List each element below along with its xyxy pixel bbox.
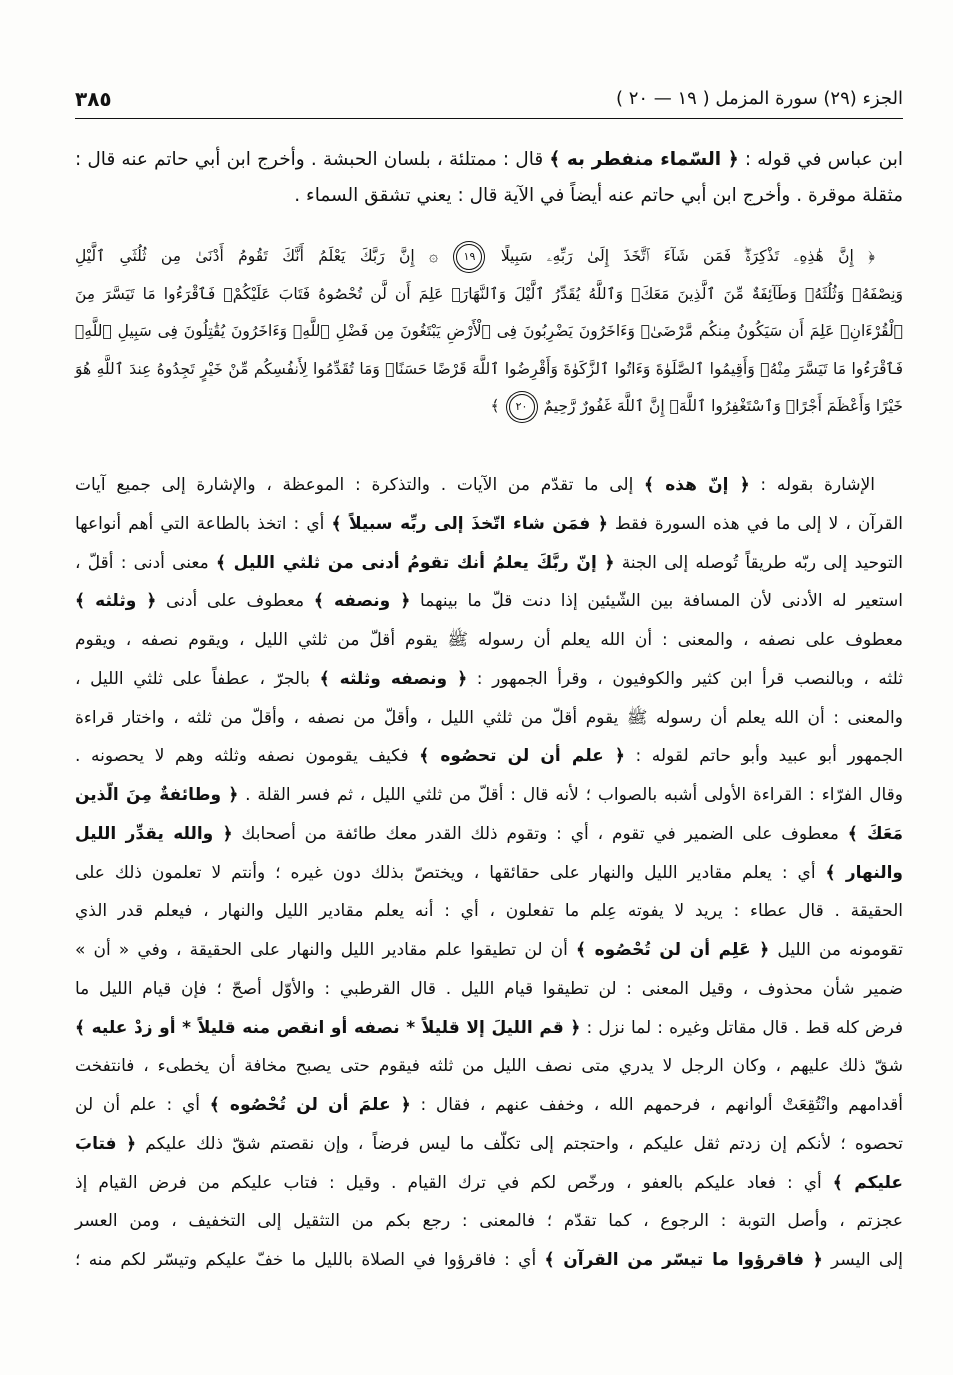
quranic-quote: ﴿ علمَ أن لن تُحْصُوه ﴾ <box>209 1095 411 1115</box>
quran-verses-block <box>75 238 903 426</box>
text-segment: التوحيد إلى ربّه طريقاً تُوصله إلى الجنة <box>614 552 904 573</box>
text-segment: بالجرّ ، عطفاً على ثلثي الليل ، <box>75 668 320 689</box>
verse-text: ۞ إِنَّ رَبَّكَ يَعْلَمُ أَنَّكَ تَقُومُ أَدْنَىٰ مِن ثُلُثَىِ ٱلَّيْلِ <box>75 247 439 265</box>
quranic-quote: ﴿ ونصفه ﴾ <box>313 591 411 612</box>
quran-line <box>75 351 903 389</box>
quranic-quote: ﴿ السّماء منفطر به ﴾ <box>549 149 739 170</box>
text-segment: تقومونه من الليل <box>769 940 904 960</box>
text-segment: معطوف على أدنى <box>156 591 314 612</box>
quranic-quote: عليكم ﴾ <box>832 1172 903 1193</box>
commentary-line <box>75 931 903 970</box>
commentary-line <box>75 970 903 1009</box>
text-segment: فرض كله قط . قال مقاتل وغيره : لما نزل : <box>580 1017 904 1038</box>
text-segment: إلى ما تقدّم من الآيات . والتذكرة : الموعظة ، والإشارة إلى جميع آيات <box>75 475 645 495</box>
commentary-line <box>75 892 903 931</box>
quranic-quote: ﴿ والله يقدِّر الليل <box>75 823 233 844</box>
text-segment: معطوف على نصفه ، والمعنى : أن الله يعلم أن رسوله ﷺ يقوم أقلّ من ثلثي الليل ، ويقوم نصفه ، ويقوم <box>75 630 903 650</box>
text-segment: إلى اليسر <box>822 1250 903 1270</box>
text-segment: القرآن ، لا إلى ما في هذه السورة فقط <box>607 513 904 534</box>
quranic-quote: ﴿ ونصفه وثلثه ﴾ <box>319 668 468 689</box>
header-rule <box>75 118 903 119</box>
commentary-line <box>75 660 903 699</box>
commentary-line <box>75 544 903 583</box>
commentary-line <box>75 737 903 776</box>
commentary-line <box>75 1086 903 1125</box>
text-segment: الإشارة بقوله : <box>749 475 875 495</box>
text-segment: معنى أدنى : أقلّ ، <box>75 552 216 573</box>
quran-line <box>75 238 903 276</box>
text-segment: شقّ ذلك عليهم ، وكان الرجل لا يدري متى نصف الليل من ثلثه فيقوم حتى يصبح مخافة أن يخطىء ، فانتفخت <box>75 1056 903 1077</box>
quranic-quote: ﴿ فتابَ <box>75 1133 137 1154</box>
text-segment: استعير له الأدنى لأن المسافة بين الشّيئين إذا دنت قلّ ما بينهما <box>410 591 903 612</box>
quranic-quote: ﴿ وطائفةٌ مِنَ الّذين <box>75 785 239 805</box>
commentary-line <box>75 854 903 893</box>
commentary-line <box>75 1047 903 1086</box>
quranic-quote: ﴿ فاقرؤوا ما تيسّر من القرآن ﴾ <box>544 1250 823 1270</box>
verse-text: ﴿ إِنَّ هَٰذِهِۦ تَذْكِرَةٌۖ فَمَن شَآءَ ٱتَّخَذَ إِلَىٰ رَبِّهِۦ سَبِيلًا <box>500 247 875 265</box>
quranic-quote: ﴿ قم الليلَ إلا قليلاً * نصفه أو انقص منه قليلاً * أو زدْ عليه ﴾ <box>75 1017 581 1038</box>
text-segment: قال : ممتلئة ، بلسان الحبشة . وأخرج ابن أبي حاتم عنه قال : <box>75 149 550 170</box>
verse-text: فَٱقْرَءُوا مَا تَيَسَّرَ مِنْهُۚ وَأَقِيمُوا ٱلصَّلَوٰةَ وَءَاتُوا ٱلزَّكَوٰةَ وَأَقْرِضُوا ٱللَّهَ قَرْضًا حَسَنًاۚ وَمَا تُقَدِّمُوا لِأَنفُسِكُم مِّنْ خَيْرٍ تَجِدُوهُ عِندَ ٱللَّهِ هُوَ <box>75 359 903 378</box>
verse-number-badge: ١٩ <box>456 244 482 270</box>
text-segment: ابن عباس في قوله : <box>738 149 903 170</box>
text-segment: الحقيقة . قال عطاء : يريد لا يفوته عِلم ما تفعلون ، أي : أنه يعلم مقادير الليل والنهار ، فيعلم قدر الذي <box>75 901 903 922</box>
text-segment: تحصوه ؛ لأنكم إن زدتم ثقل عليكم ، واحتجتم إلى تكلّف ما ليس فرضاً ، وإن نقصتم شقّ ذلك عليكم <box>136 1133 903 1154</box>
commentary-line <box>75 776 903 815</box>
verse-text: وَنِصْفَهُۥ وَثُلُثَهُۥ وَطَآئِفَةٌ مِّنَ ٱلَّذِينَ مَعَكَۚ وَٱللَّهُ يُقَدِّرُ ٱلَّيْلَ وَٱلنَّهَارَۚ عَلِمَ أَن لَّن تُحْصُوهُ فَتَابَ عَلَيْكُمْۖ فَٱقْرَءُوا مَا تَيَسَّرَ مِنَ <box>75 284 903 303</box>
commentary-line <box>75 815 903 854</box>
intro-line <box>75 178 903 214</box>
quranic-quote: ﴿ وثلثه ﴾ <box>75 591 157 612</box>
commentary-line <box>75 1125 903 1164</box>
text-segment: أي : فعاد عليكم بالعفو ، ورخّص لكم في ترك القيام . وقيل : فتاب عليكم من فرض القيام إذ <box>75 1172 833 1193</box>
text-segment: أي : علم أن لن <box>75 1095 210 1115</box>
quranic-quote: ﴿ إنّ هذه ﴾ <box>644 475 750 495</box>
commentary-line <box>75 1009 903 1048</box>
commentary-line <box>75 505 903 544</box>
commentary-line <box>75 582 903 621</box>
quranic-quote: والنهار ﴾ <box>825 862 903 883</box>
text-segment: ضمير شأن محذوف ، وقيل المعنى : لن تطيقوا قيام الليل . قال القرطبي : والأوّل أصحّ ؛ فإن قيام الليل ما <box>75 978 903 999</box>
text-segment: أقدامهم وانْتُقِعَتْ ألوانهم ، فرحمهم الله ، وخفف عنهم ، فقال : <box>410 1095 903 1115</box>
quranic-quote: ﴿ عَلِم أن لن تُحْصُوه ﴾ <box>576 940 770 960</box>
quran-line <box>75 276 903 314</box>
page-number: ٣٨٥ <box>75 87 112 111</box>
quran-line <box>75 388 903 426</box>
quranic-quote: ﴿ علم أن لن تحصُوه ﴾ <box>419 746 625 767</box>
text-segment: معطوف على الضمير في تقوم ، أي : وتقوم ذلك القدر معك طائفة من أصحابك <box>232 823 848 844</box>
verse-text: ٱلْقُرْءَانِۚ عَلِمَ أَن سَيَكُونُ مِنكُم مَّرْضَىٰۙ وَءَاخَرُونَ يَضْرِبُونَ فِى ٱلْأَرْضِ يَبْتَغُونَ مِن فَضْلِ ٱللَّهِۙ وَءَاخَرُونَ يُقَٰتِلُونَ فِى سَبِيلِ ٱللَّهِۖ <box>75 322 903 340</box>
commentary-line <box>75 466 903 505</box>
text-segment: مثقلة موقرة . وأخرج ابن أبي حاتم عنه أيضاً في الآية قال : يعني تشقق السماء . <box>294 185 903 206</box>
commentary-line <box>75 699 903 738</box>
intro-line <box>75 142 903 178</box>
text-segment: والمعنى : أن الله يعلم أن رسوله ﷺ يقوم أقلّ من ثلثي الليل ، وأقلّ من نصفه ، وأقلّ من ثلثه ، واختار قراءة <box>75 707 903 728</box>
text-segment: فكيف يقومون نصفه وثلثه وهم لا يحصونه . <box>75 746 420 767</box>
commentary-line <box>75 1241 903 1280</box>
text-segment: أن لن تطيقوا علم مقادير الليل والنهار على الحقيقة ، وفي « أن » <box>75 940 577 960</box>
quranic-quote: ﴿ إنّ ربَّكَ يعلمُ أنك تقومُ أدنى من ثلثي الليل ﴾ <box>215 552 615 573</box>
verse-number-badge: ٢٠ <box>509 394 535 420</box>
commentary-line <box>75 1164 903 1203</box>
running-header <box>75 84 903 114</box>
commentary-paragraph <box>75 466 903 1280</box>
commentary-line <box>75 621 903 660</box>
text-segment: أي : فاقرؤوا في الصلاة بالليل ما خفّ عليكم وتيسّر لكم منه ؛ <box>75 1250 545 1270</box>
quran-line <box>75 313 903 351</box>
commentary-line <box>75 1202 903 1241</box>
intro-paragraph <box>75 142 903 214</box>
text-segment: عجزتم ، وأصل التوبة : الرجوع ، كما تقدّم ؛ فالمعنى : رجع بكم من التثقيل إلى التخفيف ، ومن العسر <box>75 1211 903 1232</box>
text-segment: الجمهور أبو عبيد وأبو حاتم لقوله : <box>624 746 903 767</box>
quranic-quote: مَعَكَ ﴾ <box>847 823 903 844</box>
quranic-quote: ﴿ فمَن شاء اتّخذَ إلى ربِّه سبيلاً ﴾ <box>331 513 608 534</box>
text-segment: وقال الفرّاء : القراءة الأولى أشبه بالصواب ؛ لأنه قال : أقلّ من ثلثي الليل ، ثم فسر القلة . <box>238 785 903 805</box>
closing-bracket: ﴾ <box>490 397 500 415</box>
verse-text: خَيْرًا وَأَعْظَمَ أَجْرًاۚ وَٱسْتَغْفِرُوا ٱللَّهَۖ إِنَّ ٱللَّهَ غَفُورٌ رَّحِيمٌ <box>543 397 903 415</box>
text-segment: ثلثه ، وبالنصب قرأ ابن كثير والكوفيون ، وقرأ الجمهور : <box>467 668 903 689</box>
header-title: الجزء (٢٩) سورة المزمل ( ١٩ — ٢٠ ) <box>615 88 903 109</box>
text-segment: أي : يعلم مقادير الليل والنهار على حقائقها ، ويختصّ بذلك دون غيره ؛ وأنتم لا تعلمون ذلك على <box>75 862 826 883</box>
text-segment: أي : اتخذ بالطاعة التي أهم أنواعها <box>75 513 332 534</box>
